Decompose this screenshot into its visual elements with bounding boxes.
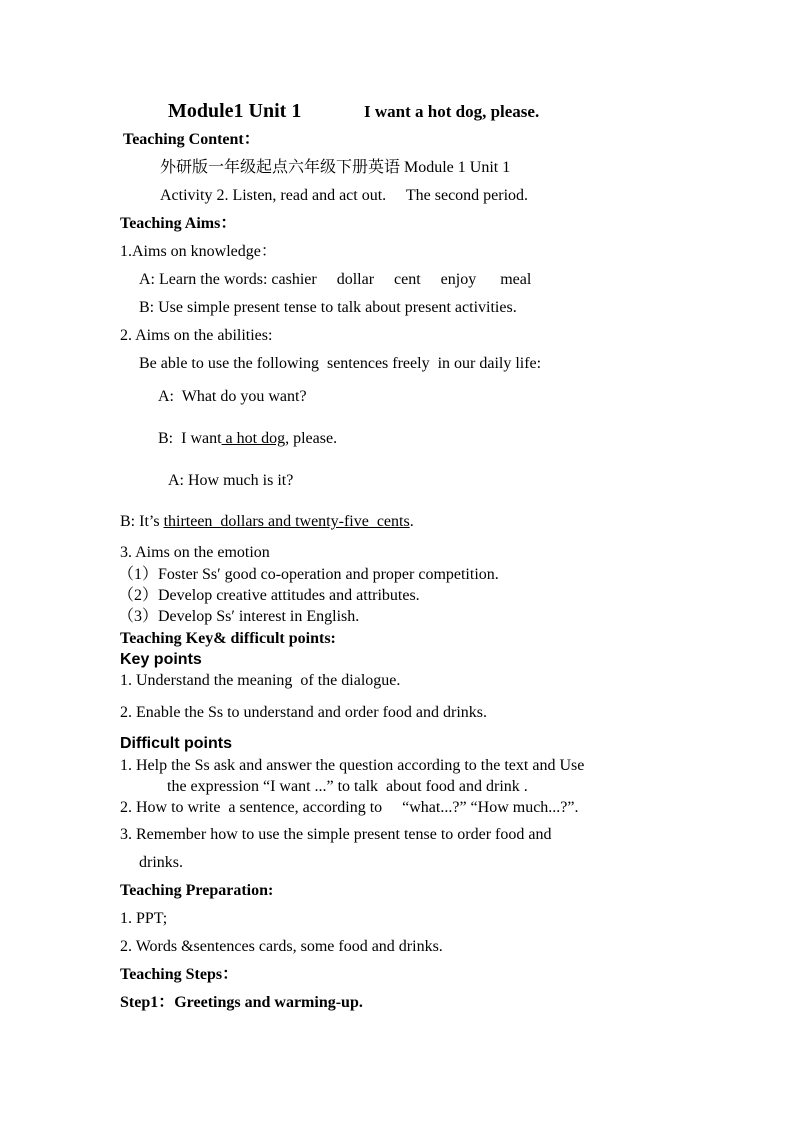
content-line-2: Activity 2. Listen, read and act out. The second period. — [160, 187, 529, 204]
dialog-b2-underlined: thirteen dollars and twenty-five cents — [163, 513, 410, 530]
knowledge-words: A: Learn the words: cashier dollar cent enjoy meal — [139, 271, 532, 288]
dialog-b2-suffix: . — [409, 513, 414, 530]
key-point-1: 1. Understand the meaning of the dialogue. — [120, 672, 401, 689]
key-points-subheading: Key points — [120, 651, 202, 668]
difficult-point-3-line-2: drinks. — [139, 854, 183, 871]
emotion-item-3: （3）Develop Ss′ interest in English. — [118, 608, 360, 625]
emotion-item-2: （2）Develop creative attitudes and attributes. — [118, 587, 420, 604]
difficult-point-3-line-1: 3. Remember how to use the simple present tense to order food and — [120, 826, 552, 843]
difficult-point-1-line-1: 1. Help the Ss ask and answer the question according to the text and Use — [120, 757, 585, 774]
aims-heading: Teaching Aims： — [120, 215, 237, 232]
difficult-points-subheading: Difficult points — [120, 735, 232, 752]
preparation-item-1: 1. PPT; — [120, 910, 168, 927]
dialog-b1-prefix: B: I want — [158, 430, 222, 447]
knowledge-tense: B: Use simple present tense to talk about present activities. — [139, 299, 517, 316]
difficult-point-2: 2. How to write a sentence, according to “what...?” “How much...?”. — [120, 799, 579, 816]
preparation-heading: Teaching Preparation: — [120, 882, 274, 899]
steps-heading: Teaching Steps： — [120, 966, 239, 983]
dialog-b1-underlined: a hot dog — [221, 430, 286, 447]
key-difficult-heading: Teaching Key& difficult points: — [120, 630, 336, 647]
content-line-1: 外研版一年级起点六年级下册英语 Module 1 Unit 1 — [160, 159, 511, 176]
key-point-2: 2. Enable the Ss to understand and order food and drinks. — [120, 704, 488, 721]
difficult-point-1-line-2: the expression “I want ...” to talk about food and drink . — [167, 778, 528, 795]
abilities-heading: 2. Aims on the abilities: — [120, 327, 273, 344]
dialog-line-b2 — [120, 513, 414, 531]
dialog-line-a2: A: How much is it? — [168, 472, 294, 489]
emotion-item-1: （1）Foster Ss′ good co-operation and proper competition. — [118, 566, 499, 583]
lesson-subtitle: I want a hot dog, please. — [364, 102, 540, 121]
knowledge-heading: 1.Aims on knowledge： — [120, 243, 277, 260]
step-1: Step1：Greetings and warming-up. — [120, 994, 363, 1011]
content-heading: Teaching Content： — [123, 131, 260, 148]
module-title: Module1 Unit 1 — [168, 100, 302, 122]
dialog-line-a1: A: What do you want? — [158, 388, 307, 405]
emotion-heading: 3. Aims on the emotion — [120, 544, 270, 561]
preparation-item-2: 2. Words &sentences cards, some food and drinks. — [120, 938, 443, 955]
dialog-b1-suffix: , please. — [285, 430, 338, 447]
dialog-b2-prefix: B: It’s — [120, 513, 164, 530]
dialog-line-b1 — [158, 430, 337, 448]
abilities-intro: Be able to use the following sentences freely in our daily life: — [139, 355, 542, 372]
